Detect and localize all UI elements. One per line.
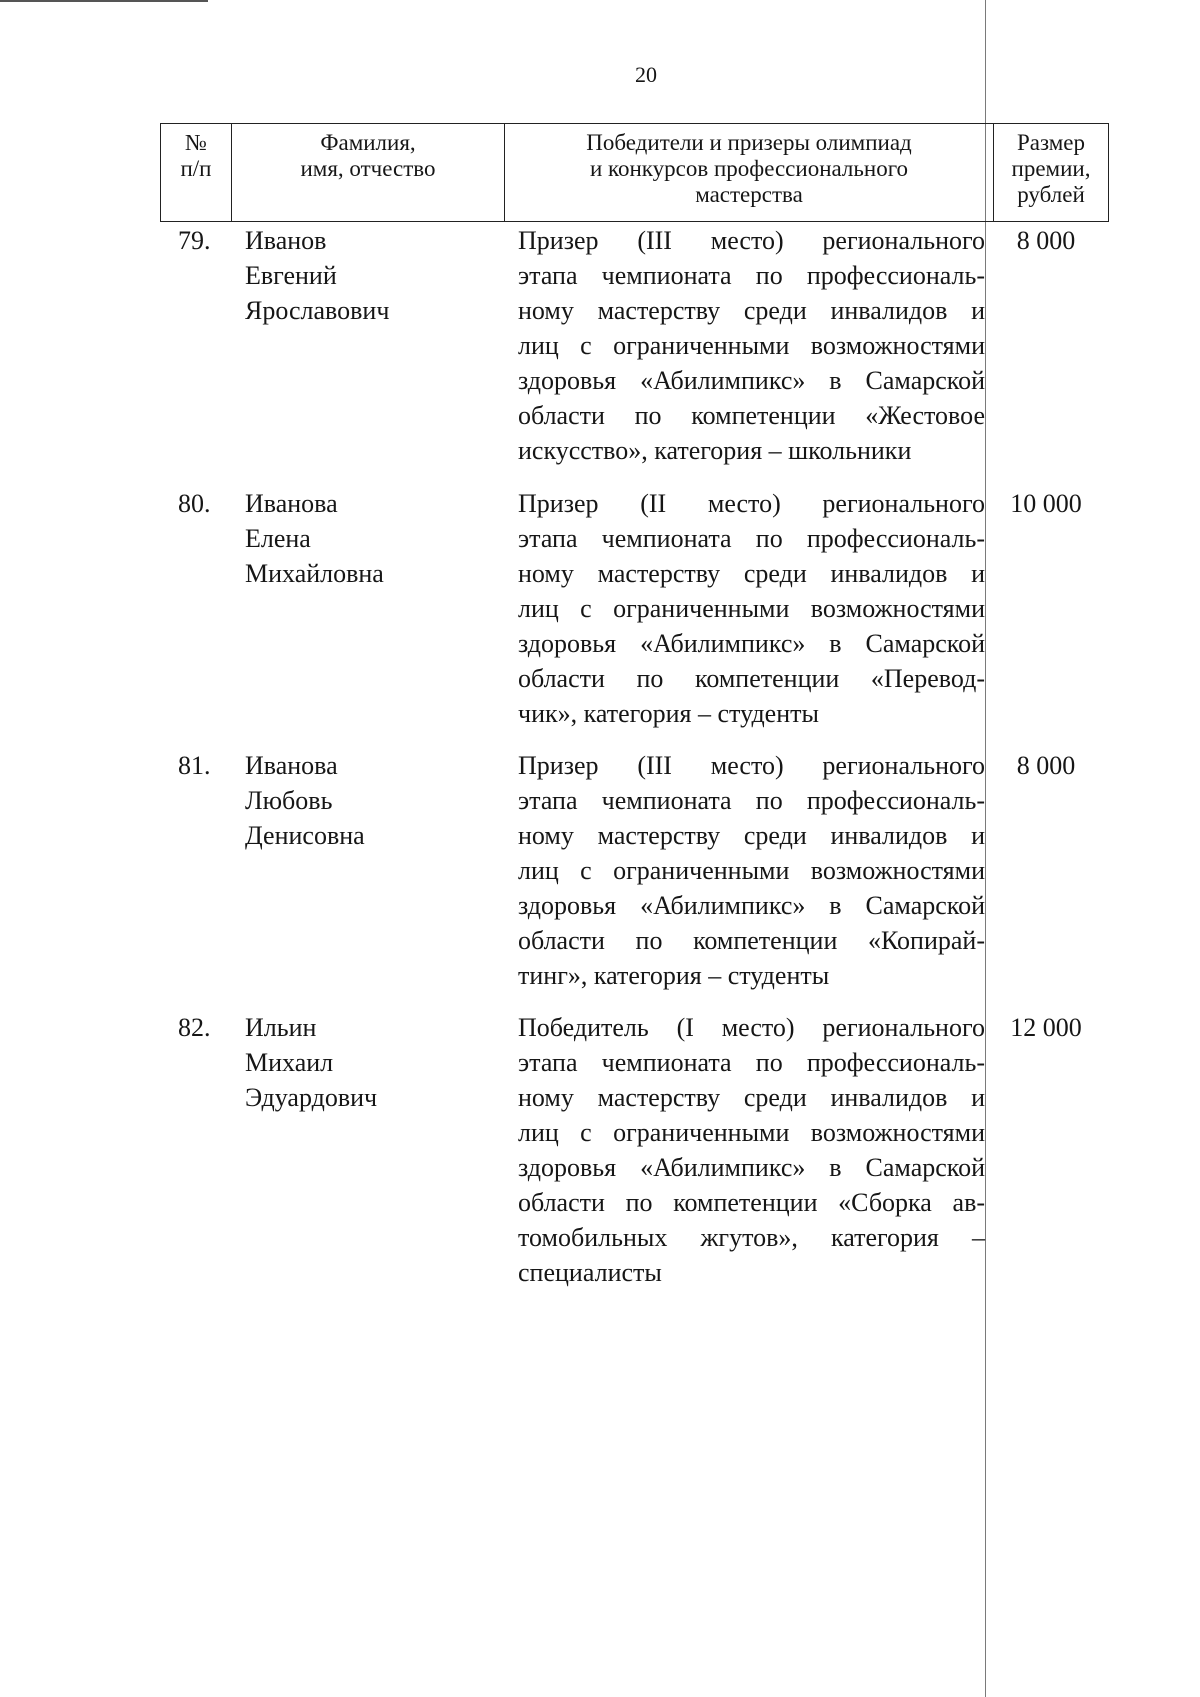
scan-edge-top [0,0,208,2]
row-name: Иванова Елена Михайловна [245,489,384,588]
row-description: Призер (III место) регионального этапа чемпионата по профессиональ- ному мастерству среди инвалидов и лиц с ограниченными возможностями здоровья «Абилимпикс» в Самарской области по компетенции «Копирай- тинг», категория – студенты [518,751,985,990]
row-name: Иванов Евгений Ярославович [245,226,390,325]
row-description: Победитель (I место) регионального этапа чемпионата по профессиональ- ному мастерству среди инвалидов и лиц с ограниченными возможностями здоровья «Абилимпикс» в Самарской области по компетенции «Сборка ав- томобильных жгутов», категория – специалисты [518,1013,985,1287]
row-description: Призер (III место) регионального этапа чемпионата по профессиональ- ному мастерству среди инвалидов и лиц с ограниченными возможностями здоровья «Абилимпикс» в Самарской области по компетенции «Жестовое искусство», категория – школьники [518,226,985,465]
row-amount: 8 000 [1016,226,1076,255]
header-name: Фамилия, имя, отчество [232,124,505,221]
row-description: Призер (II место) регионального этапа чемпионата по профессиональ- ному мастерству среди инвалидов и лиц с ограниченными возможностями здоровья «Абилимпикс» в Самарской области по компетенции «Перевод- чик», категория – студенты [518,489,985,728]
table-row [160,1010,1110,1290]
row-name: Ильин Михаил Эдуардович [245,1013,378,1112]
row-number: 80. [178,489,211,518]
table-header [160,123,1109,222]
header-number: № п/п [161,124,232,221]
table-row [160,486,1110,731]
row-name: Иванова Любовь Денисовна [245,751,365,850]
page-number: 20 [635,62,657,87]
row-amount: 8 000 [1016,751,1076,780]
row-number: 79. [178,226,211,255]
header-amount: Размер премии, рублей [1011,130,1091,207]
header-description: Победители и призеры олимпиад и конкурсов профессионального мастерства [505,124,994,221]
row-amount: 12 000 [1010,1013,1082,1042]
row-number: 81. [178,751,211,780]
row-amount: 10 000 [1010,489,1082,518]
table-row [160,748,1110,993]
row-number: 82. [178,1013,211,1042]
table-row [160,223,1110,468]
